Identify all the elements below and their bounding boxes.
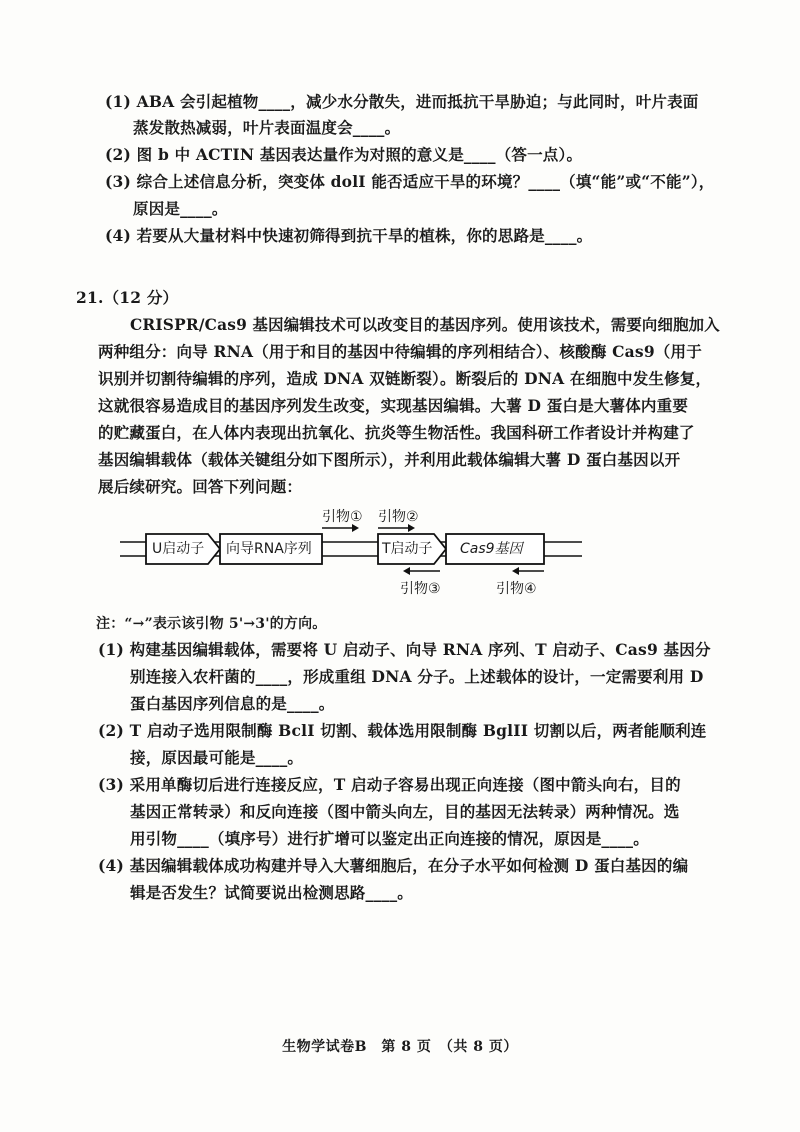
q21-s3-line: 基因正常转录）和反向连接（图中箭头向左，目的基因无法转录）两种情况。选	[130, 802, 680, 821]
guide-rna-label: 向导RNA序列	[226, 541, 312, 557]
primer4-label: 引物④	[496, 581, 537, 597]
u-promoter-label: U启动子	[152, 541, 205, 557]
primer3-arrowhead	[403, 567, 410, 575]
q21-intro-line: 这就很容易造成目的基因序列发生改变，实现基因编辑。大薯 D 蛋白是大薯体内重要	[98, 396, 689, 415]
q21-header: 21.（12 分）	[76, 288, 179, 307]
q21-s3-line: 用引物____（填序号）进行扩增可以鉴定出正向连接的情况，原因是____。	[130, 829, 649, 848]
cas9-gene-label: Cas9基因	[460, 541, 523, 557]
primer2-label: 引物②	[378, 509, 419, 525]
primer1-label: 引物①	[322, 509, 363, 525]
q21-intro-line: 的贮藏蛋白，在人体内表现出抗氧化、抗炎等生物活性。我国科研工作者设计并构建了	[98, 423, 695, 442]
vector-diagram	[116, 508, 586, 608]
t-promoter-label: T启动子	[382, 541, 433, 557]
q21-intro-line: CRISPR/Cas9 基因编辑技术可以改变目的基因序列。使用该技术，需要向细胞加入	[130, 315, 720, 334]
primer4-arrowhead	[512, 567, 519, 575]
diagram-note: 注：“→”表示该引物 5'→3'的方向。	[96, 616, 327, 632]
q21-intro-line: 基因编辑载体（载体关键组分如下图所示），并利用此载体编辑大薯 D 蛋白基因以开	[98, 450, 681, 469]
q21-s2-line: 接，原因最可能是____。	[130, 748, 304, 767]
q21-s1-line: 蛋白基因序列信息的是____。	[130, 694, 335, 713]
q20-s4-line1: (4) 若要从大量材料中快速初筛得到抗干旱的植株，你的思路是____。	[105, 226, 593, 245]
q20-s1-line1: (1) ABA 会引起植物____，减少水分散失，进而抵抗干旱胁迫；与此同时，叶片表面	[105, 92, 699, 111]
q20-s3-line1: (3) 综合上述信息分析，突变体 dolI 能否适应干旱的环境？____（填“能”或“不能”），	[105, 172, 715, 191]
q21-s2-line: (2) T 启动子选用限制酶 BclI 切割、载体选用限制酶 BglII 切割以后，两者能顺利连	[98, 721, 707, 740]
q20-s3-line2: 原因是____。	[133, 199, 228, 218]
q21-s4-line: 辑是否发生？试简要说出检测思路____。	[130, 883, 414, 902]
page-footer: 生物学试卷B 第 8 页 （共 8 页）	[282, 1039, 518, 1055]
q21-intro-line: 识别并切割待编辑的序列，造成 DNA 双链断裂）。断裂后的 DNA 在细胞中发生修复，	[98, 369, 712, 388]
q21-s1-line: (1) 构建基因编辑载体，需要将 U 启动子、向导 RNA 序列、T 启动子、Cas9 基因分	[98, 640, 711, 659]
q21-s3-line: (3) 采用单酶切后进行连接反应，T 启动子容易出现正向连接（图中箭头向右，目的	[98, 775, 681, 794]
primer3-label: 引物③	[400, 581, 441, 597]
q21-intro-line: 展后续研究。回答下列问题：	[98, 477, 303, 496]
q21-s1-line: 别连接入农杆菌的____，形成重组 DNA 分子。上述载体的设计，一定需要利用 D	[130, 667, 704, 686]
q20-s2-line1: (2) 图 b 中 ACTIN 基因表达量作为对照的意义是____（答一点）。	[105, 145, 583, 164]
q21-s4-line: (4) 基因编辑载体成功构建并导入大薯细胞后，在分子水平如何检测 D 蛋白基因的编	[98, 856, 689, 875]
q21-intro-line: 两种组分：向导 RNA（用于和目的基因中待编辑的序列相结合）、核酸酶 Cas9（用于	[98, 342, 702, 361]
q20-s1-line2: 蒸发散热减弱，叶片表面温度会____。	[133, 118, 401, 137]
